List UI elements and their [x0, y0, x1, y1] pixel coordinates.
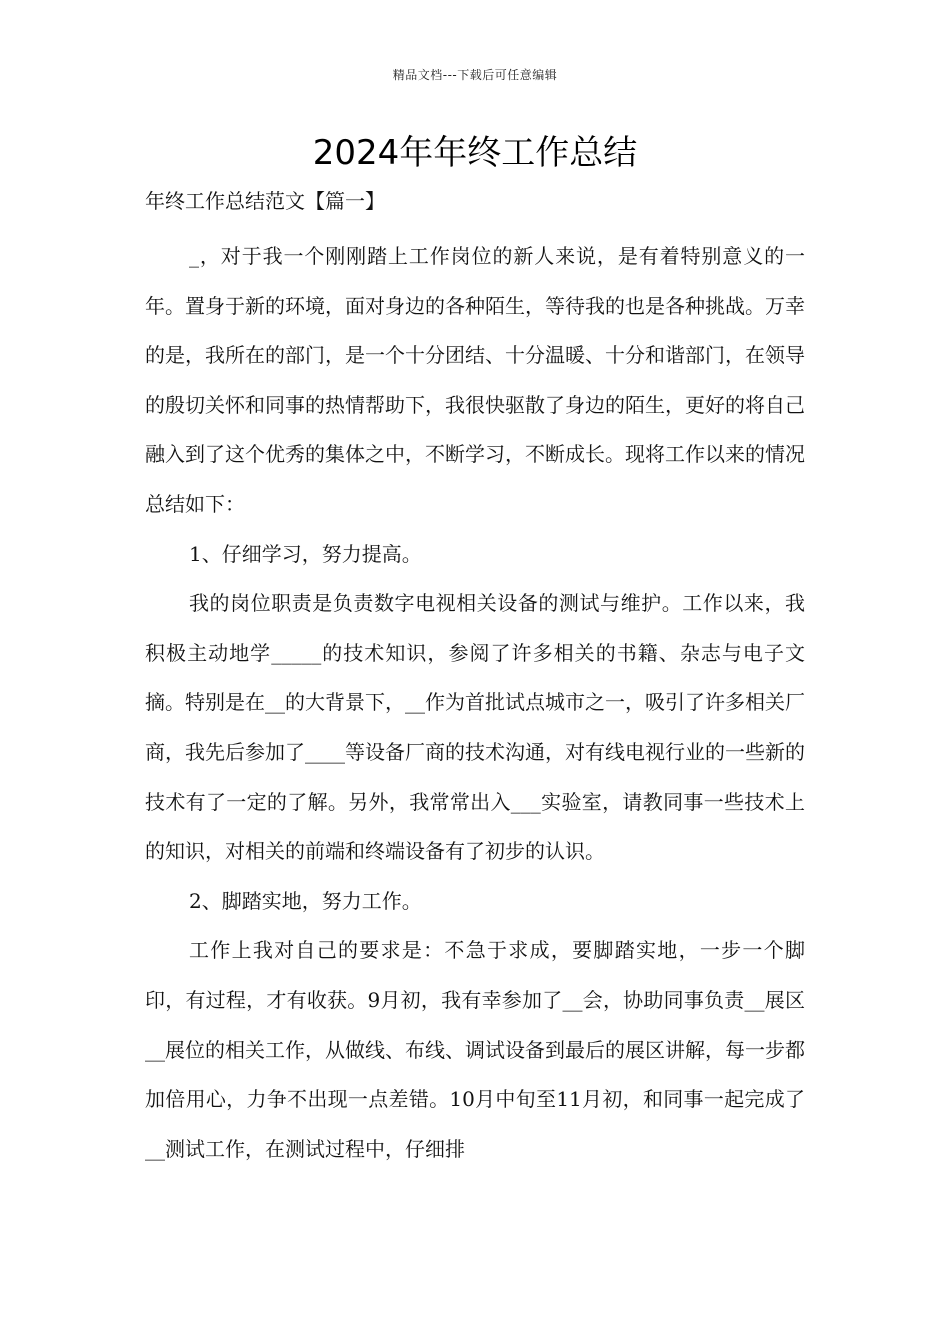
header-note: 精品文档---下载后可任意编辑 [392, 68, 558, 82]
section-heading: 年终工作总结范文【篇一】 [145, 189, 385, 213]
paragraph-point-2-heading: 2、脚踏实地，努力工作。 [189, 888, 422, 913]
paragraph-intro: _，对于我一个刚刚踏上工作岗位的新人来说，是有着特别意义的一年。置身于新的环境，面对身边的各种陌生，等待我的也是各种挑战。万幸的是，我所在的部门，是一个十分团结、十分温暖、十分和谐部门，在领导的殷切关怀和同事的热情帮助下，我很快驱散了身边的陌生，更好的将自己融入到了这个优秀的集体之中，不断学习，不断成长。现将工作以来的情况总结如下： [145, 244, 805, 516]
paragraph-point-1-body: 我的岗位职责是负责数字电视相关设备的测试与维护。工作以来，我积极主动地学_____的技术知识，参阅了许多相关的书籍、杂志与电子文摘。特别是在__的大背景下，__作为首批试点城市之一，吸引了许多相关厂商，我先后参加了____等设备厂商的技术沟通，对有线电视行业的一些新的技术有了一定的了解。另外，我常常出入___实验室，请教同事一些技术上的知识，对相关的前端和终端设备有了初步的认识。 [145, 591, 805, 864]
document-body [145, 232, 805, 1174]
document-title: 2024年年终工作总结 [312, 133, 638, 173]
paragraph-point-2-body: 工作上我对自己的要求是：不急于求成，要脚踏实地，一步一个脚印，有过程，才有收获。9月初，我有幸参加了__会，协助同事负责__展区__展位的相关工作，从做线、布线、调试设备到最后的展区讲解，每一步都加倍用心，力争不出现一点差错。10月中旬至11月初，和同事一起完成了__测试工作，在测试过程中，仔细排 [145, 938, 805, 1161]
paragraph-point-1-heading: 1、仔细学习，努力提高。 [189, 541, 422, 566]
